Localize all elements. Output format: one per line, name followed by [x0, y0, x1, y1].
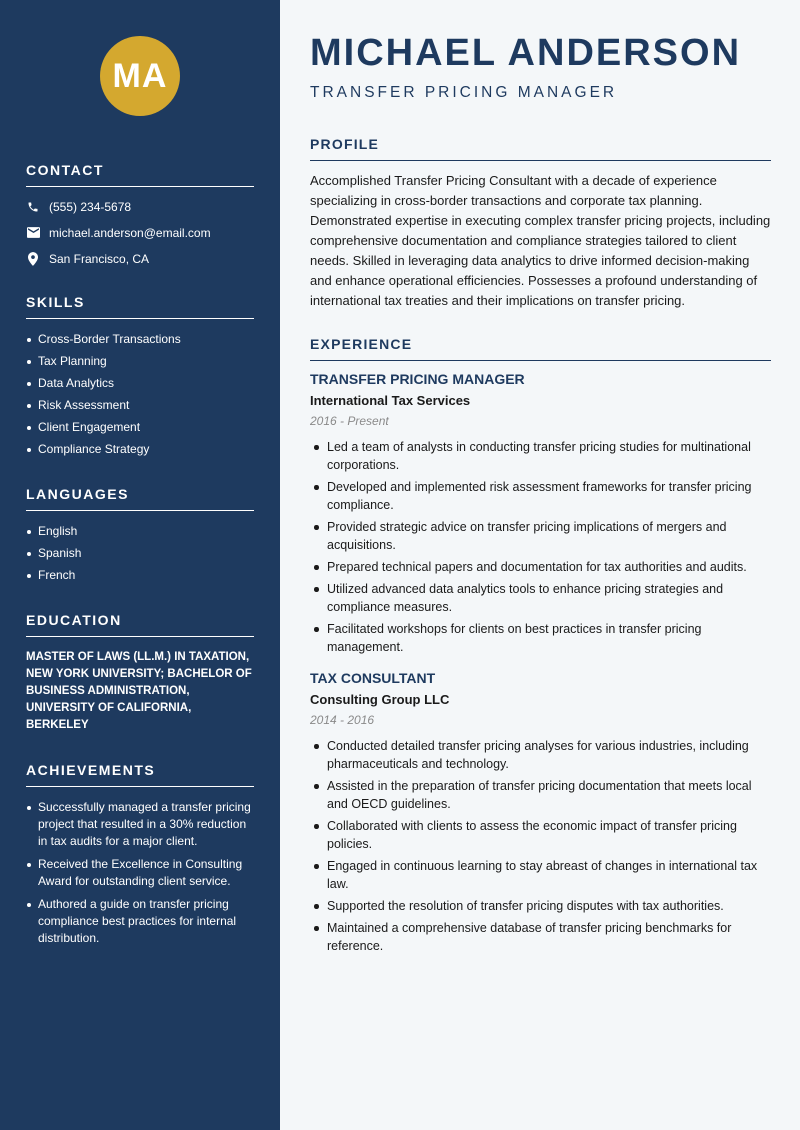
languages-heading: LANGUAGES [26, 486, 254, 511]
list-item: Utilized advanced data analytics tools to enhance pricing strategies and compliance measures. [310, 580, 771, 616]
list-item: Collaborated with clients to assess the economic impact of transfer pricing policies. [310, 817, 771, 853]
list-item: Supported the resolution of transfer pricing disputes with tax authorities. [310, 897, 771, 915]
list-item: Led a team of analysts in conducting transfer pricing studies for multinational corporations. [310, 438, 771, 474]
location-text: San Francisco, CA [49, 251, 150, 266]
list-item: Cross-Border Transactions [26, 331, 254, 348]
languages-section [26, 486, 254, 584]
list-item: French [26, 567, 254, 584]
profile-heading: PROFILE [310, 136, 771, 161]
achievements-heading: ACHIEVEMENTS [26, 762, 254, 787]
email-icon [26, 226, 40, 240]
skills-section [26, 294, 254, 458]
experience-heading: EXPERIENCE [310, 336, 771, 361]
job-title: TRANSFER PRICING MANAGER [310, 371, 525, 387]
location-icon [26, 252, 40, 266]
contact-email [26, 225, 254, 240]
list-item: Spanish [26, 545, 254, 562]
list-item: Facilitated workshops for clients on best practices in transfer pricing management. [310, 620, 771, 656]
list-item: Prepared technical papers and documentation for tax authorities and audits. [310, 558, 771, 576]
skills-heading: SKILLS [26, 294, 254, 319]
job-dates: 2014 - 2016 [310, 713, 375, 727]
job-bullets [310, 438, 771, 656]
profile-text: Accomplished Transfer Pricing Consultant with a decade of experience specializing in cross-border transactions and corporate tax planning. Demonstrated expertise in executing complex transfer pricing projects, including comprehensive documentation and compliance strategies tailored to client needs. Skilled in leveraging data analytics to drive informed decision-making and enhance operational efficiencies. Possesses a profound understanding of international tax treaties and their implications on transfer pricing. [310, 173, 771, 308]
list-item: Provided strategic advice on transfer pricing implications of mergers and acquisitions. [310, 518, 771, 554]
list-item: Authored a guide on transfer pricing compliance best practices for internal distribution. [26, 896, 254, 947]
job-title: TAX CONSULTANT [310, 670, 436, 686]
list-item: Engaged in continuous learning to stay abreast of changes in international tax law. [310, 857, 771, 893]
phone-text: (555) 234-5678 [49, 199, 132, 214]
education-heading: EDUCATION [26, 612, 254, 637]
list-item: Client Engagement [26, 419, 254, 436]
list-item: Conducted detailed transfer pricing analyses for various industries, including pharmaceuticals and technology. [310, 737, 771, 773]
languages-list [26, 523, 254, 584]
list-item: Tax Planning [26, 353, 254, 370]
company-name: International Tax Services [310, 393, 471, 408]
contact-heading: CONTACT [26, 162, 254, 187]
company-name: Consulting Group LLC [310, 692, 450, 707]
job-title-header: TRANSFER PRICING MANAGER [310, 84, 618, 101]
achievements-list [26, 799, 254, 947]
list-item: Maintained a comprehensive database of transfer pricing benchmarks for reference. [310, 919, 771, 955]
job-bullets [310, 737, 771, 955]
avatar: MA [100, 36, 180, 116]
list-item: Developed and implemented risk assessment frameworks for transfer pricing compliance. [310, 478, 771, 514]
list-item: Successfully managed a transfer pricing project that resulted in a 30% reduction in tax audits for a major client. [26, 799, 254, 850]
list-item: Received the Excellence in Consulting Award for outstanding client service. [26, 856, 254, 890]
achievements-section [26, 762, 254, 947]
main-content [280, 0, 800, 1130]
list-item: Data Analytics [26, 375, 254, 392]
list-item: Compliance Strategy [26, 441, 254, 458]
page-title: MICHAEL ANDERSON [310, 32, 742, 74]
sidebar [0, 0, 280, 1130]
job-dates: 2016 - Present [310, 414, 389, 428]
phone-icon [26, 200, 40, 214]
contact-section [26, 162, 254, 266]
list-item: Risk Assessment [26, 397, 254, 414]
education-text: MASTER OF LAWS (LL.M.) IN TAXATION, NEW YORK UNIVERSITY; BACHELOR OF BUSINESS ADMINISTRATION, UNIVERSITY OF CALIFORNIA, BERKELEY [26, 651, 252, 731]
list-item: English [26, 523, 254, 540]
job-entry [310, 371, 771, 656]
education-section [26, 612, 254, 734]
list-item: Assisted in the preparation of transfer pricing documentation that meets local and OECD guidelines. [310, 777, 771, 813]
contact-location [26, 251, 254, 266]
job-entry [310, 670, 771, 955]
contact-phone [26, 199, 254, 214]
email-text: michael.anderson@email.com [49, 225, 211, 240]
skills-list [26, 331, 254, 458]
